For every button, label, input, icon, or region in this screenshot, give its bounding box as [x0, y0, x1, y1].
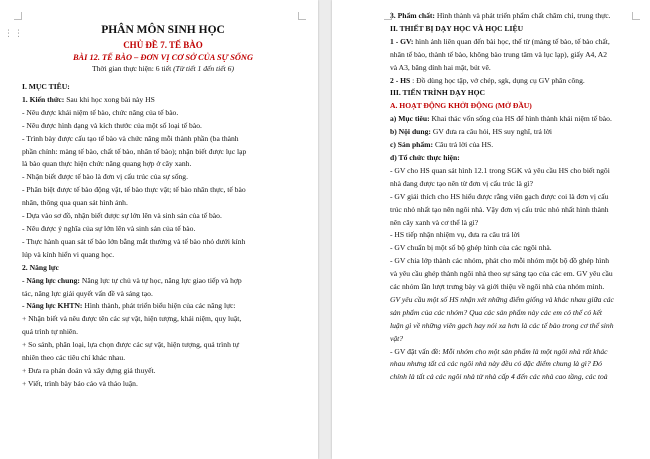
- subject-title: PHÂN MÔN SINH HỌC: [101, 24, 225, 36]
- text-line: + So sánh, phân loại, lựa chọn được các sự vật, hiện tượng, quá trình tự: [22, 340, 239, 350]
- general-competence: - Năng lực chung: Năng lực tự chủ và tự học, năng lực giao tiếp và hợp: [22, 275, 242, 285]
- text-line: - Thực hành quan sát tế bào lớn bằng mắt thường và tế bào nhỏ dưới kính: [22, 236, 246, 246]
- knowledge-heading: 1. Kiến thức: Sau khi học xong bài này HS: [22, 94, 155, 104]
- khtn-competence: - Năng lực KHTN: Hình thành, phát triển biểu hiện của các năng lực:: [22, 301, 236, 311]
- text-line: - Nêu được khái niệm tế bào, chức năng của tế bào.: [22, 107, 179, 117]
- teacher-materials: 1 - GV: hình ảnh liên quan đến bài học, thế từ (màng tế bào, tế bào chất,: [390, 36, 610, 46]
- lesson-heading: BÀI 12. TẾ BÀO – ĐƠN VỊ CƠ SỞ CỦA SỰ SỐNG: [72, 53, 254, 62]
- text-line: nhân tế bào, thành tế bào, không bào trung tâm và lục lạp), giấy A4, A2: [390, 49, 608, 59]
- knowledge-list: [22, 107, 304, 262]
- text-line: và A3, băng dính hai mặt, bút vẽ.: [390, 62, 491, 72]
- competence-heading: 2. Năng lực: [22, 262, 59, 272]
- document-page-left: [0, 0, 318, 459]
- problem-statement: - GV đặt vấn đề: Mỗi nhóm cho một sản phẩm là một ngôi nhà rất khác: [390, 346, 608, 356]
- text-line: và yêu cầu ghép thành ngôi nhà theo sự sáng tạo của các em. GV yêu cầu: [390, 269, 613, 279]
- text-line: tác, năng lực giải quyết vấn đề và sáng tạo.: [22, 288, 153, 298]
- text-line: - GV chia lớp thành các nhóm, phát cho mỗi nhóm một bộ đồ ghép hình: [390, 256, 609, 266]
- crop-mark: [298, 12, 306, 20]
- content-line: b) Nội dung: GV đưa ra câu hỏi, HS suy nghĩ, trả lời: [390, 127, 552, 137]
- text-line: sản phẩm của các nhóm? Qua các sản phẩm này các em có thể có kết: [390, 307, 602, 317]
- section-heading-equipment: II. THIẾT BỊ DẠY HỌC VÀ HỌC LIỆU: [390, 23, 524, 33]
- text-line: luận gì về những viên gạch hay nói xa hơn là các tế bào trong cơ thể sinh: [390, 320, 614, 330]
- topic-heading: CHỦ ĐỀ 7. TẾ BÀO: [123, 40, 203, 50]
- text-line: + Viết, trình bày báo cáo và thảo luận.: [22, 378, 138, 388]
- text-line: - GV chuẩn bị một số bộ ghép hình của các ngôi nhà.: [390, 243, 552, 253]
- organization-heading: d) Tổ chức thực hiện:: [390, 152, 460, 162]
- objective-line: a) Mục tiêu: Khai thác vốn sống của HS để hình thành khái niệm tế bào.: [390, 114, 612, 124]
- text-line: nhân, thông qua quan sát hình ảnh.: [22, 198, 128, 208]
- text-line: nhau nhưng tất cả các ngôi nhà này đều có đặc điểm chung là gì? Đó: [390, 359, 602, 369]
- drag-handle-icon[interactable]: ⋮⋮: [4, 29, 24, 39]
- text-line: nhiên theo các tiêu chí khác nhau.: [22, 353, 126, 363]
- text-line: - Phân biệt được tế bào động vật, tế bào thực vật; tế bào nhân thực, tế bào: [22, 185, 246, 195]
- text-line: nhà đang được tạo nên từ đơn vị cấu trúc là gì?: [390, 178, 533, 188]
- khtn-list: [22, 313, 304, 390]
- text-line: phần chính: màng tế bào, chất tế bào, nhân tế bào); nhận biết được lục lạp: [22, 146, 247, 156]
- section-heading-process: III. TIẾN TRÌNH DẠY HỌC: [390, 88, 486, 98]
- text-line: nên cây xanh và cơ thể là gì?: [390, 217, 479, 227]
- crop-mark: [384, 12, 392, 20]
- text-line: + Nhận biết và nêu được tên các sự vật, hiện tượng, khái niệm, quy luật,: [22, 314, 242, 324]
- text-line: - Dựa vào sơ đồ, nhận biết được sự lớn lên và sinh sản của tế bào.: [22, 211, 222, 221]
- qualities-line: 3. Phẩm chất: Hình thành và phát triển phẩm chất chăm chỉ, trung thực.: [390, 11, 611, 20]
- product-line: c) Sản phẩm: Câu trả lời của HS.: [390, 140, 494, 150]
- text-line: - Nhận biết được tế bào là đơn vị cấu trúc của sự sống.: [22, 172, 188, 182]
- document-page-right: [332, 0, 650, 459]
- section-heading-objectives: I. MỤC TIÊU:: [22, 82, 70, 91]
- crop-mark: [632, 12, 640, 20]
- italic-question-block: [390, 294, 638, 346]
- organization-list: [390, 165, 638, 294]
- crop-mark: [14, 12, 22, 20]
- text-line: - Trình bày được cấu tạo tế bào và chức năng mỗi thành phần (ba thành: [22, 133, 239, 143]
- student-materials: 2 - HS : Đồ dùng học tập, vở chép, sgk, dụng cụ GV phân công.: [390, 75, 585, 85]
- text-line: - GV cho HS quan sát hình 12.1 trong SGK và yêu cầu HS cho biết ngôi: [390, 165, 610, 175]
- text-line: các nhóm lần lượt trưng bày và giới thiệu về ngôi nhà của nhóm mình.: [390, 282, 605, 292]
- text-line: chính là tất cả các ngôi nhà từ nhà cấp 4 đến các nhà cao tầng, các toà: [390, 372, 608, 382]
- text-line: - Nêu được ý nghĩa của sự lớn lên và sinh sản của tế bào.: [22, 223, 196, 233]
- text-line: - Nêu được hình dạng và kích thước của một số loại tế bào.: [22, 120, 202, 130]
- text-line: quá trình tự nhiên.: [22, 327, 78, 337]
- text-line: + Đưa ra phán đoán và xây dựng giả thuyết.: [22, 365, 156, 375]
- text-line: - GV giải thích cho HS hiểu được rằng viên gạch được coi là đơn vị cấu: [390, 191, 609, 201]
- text-line: - HS tiếp nhận nhiệm vụ, đưa ra câu trả lời: [390, 230, 520, 240]
- activity-heading: A. HOẠT ĐỘNG KHỞI ĐỘNG (MỞ ĐẦU): [390, 101, 532, 111]
- text-line: trúc nhỏ nhất tạo nên ngôi nhà. Vậy đơn vị cấu trúc nhỏ nhất hình thành: [390, 204, 609, 214]
- text-line: vật?: [390, 333, 404, 343]
- text-line: lúp và kính hiển vi quang học.: [22, 249, 115, 259]
- text-line: là bào quan thực hiện chức năng quang hợp ở cây xanh.: [22, 159, 192, 169]
- text-line: GV yêu cầu một số HS nhận xét những điểm giống và khác nhau giữa các: [390, 294, 614, 304]
- duration-line: Thời gian thực hiện: 6 tiết (Từ tiết 1 đến tiết 6): [92, 64, 234, 73]
